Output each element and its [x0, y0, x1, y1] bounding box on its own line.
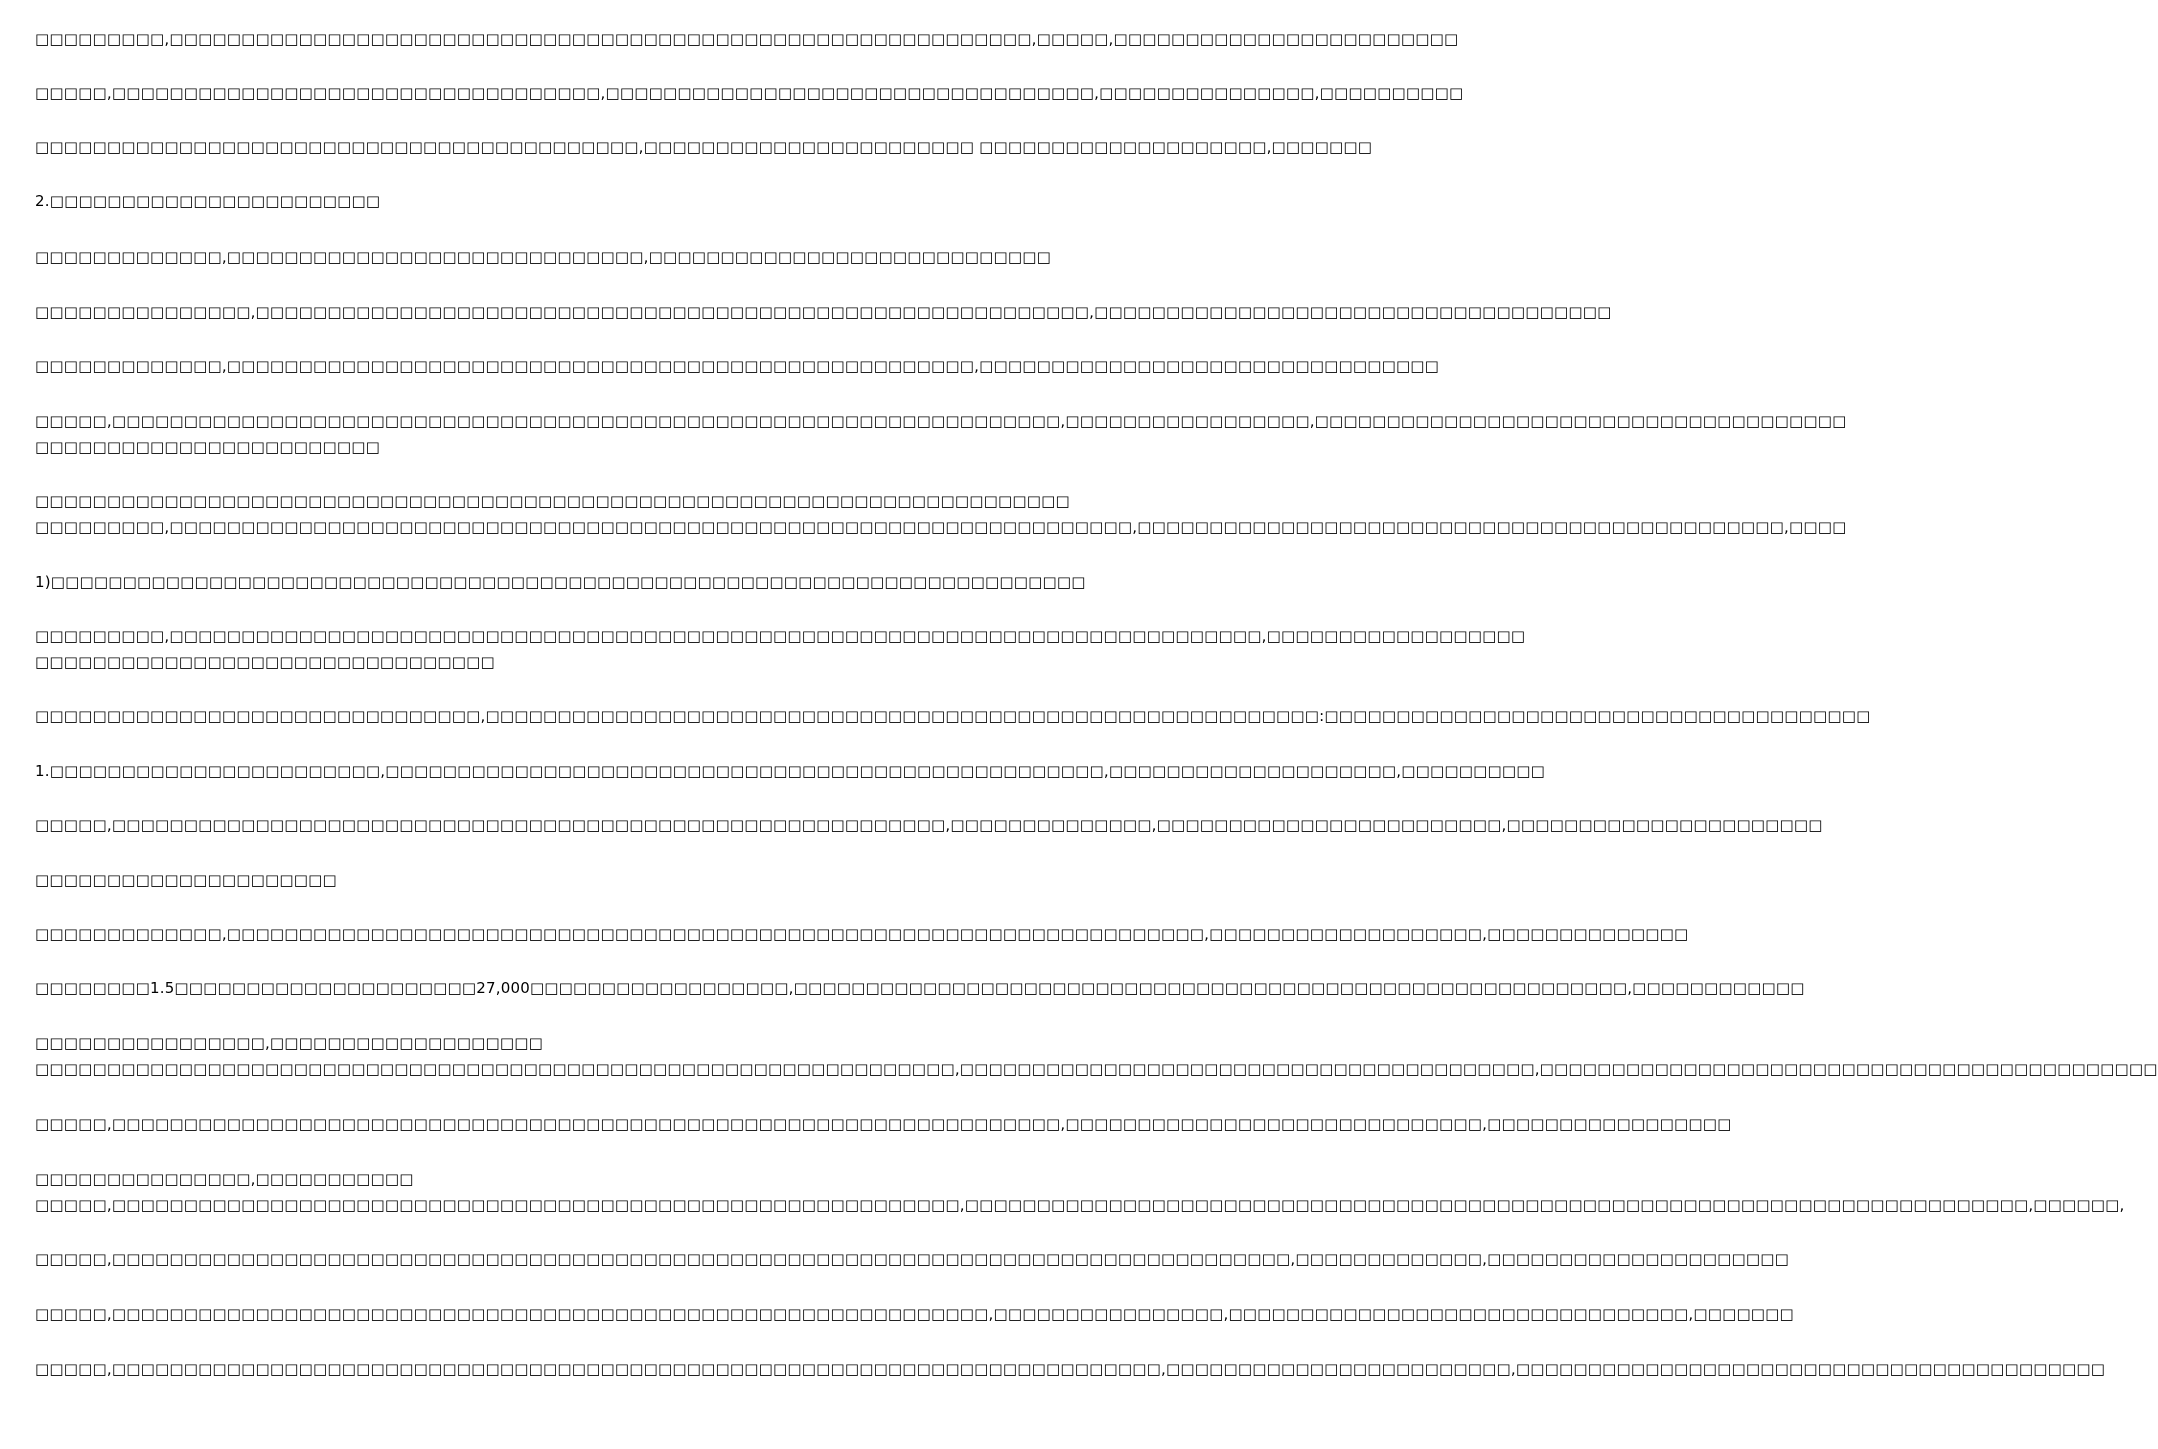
paragraph-15-line-1: □□□□□□□□□□□□□□□□□□□□□	[35, 871, 337, 889]
paragraph-1-line-1: □□□□□□□□□,□□□□□□□□□□□□□□□□□□□□□□□□□□□□□□□□□□□□□□□□□□□□□□□□□□□□□□□□□□□□,□□□□□,□□□□□□□□□□□□□□□□□□□□□□□□	[35, 30, 1459, 48]
paragraph-19-line-1: □□□□□,□□□□□□□□□□□□□□□□□□□□□□□□□□□□□□□□□□□□□□□□□□□□□□□□□□□□□□□□□□□□□□□□□□,□□□□□□□□□□□□□□□□□□□□□□□□□□□□□,□□□□□□□□□□□□□□□□□	[35, 1115, 1732, 1133]
paragraph-11-line-2: □□□□□□□□□□□□□□□□□□□□□□□□□□□□□□□□	[35, 653, 495, 671]
paragraph-2-line-1: □□□□□,□□□□□□□□□□□□□□□□□□□□□□□□□□□□□□□□□□,□□□□□□□□□□□□□□□□□□□□□□□□□□□□□□□□□□,□□□□□□□□□□□□□□□,□□□□□□□□□□	[35, 84, 1464, 102]
paragraph-18-line-1: □□□□□□□□□□□□□□□□,□□□□□□□□□□□□□□□□□□□	[35, 1034, 544, 1052]
paragraph-21-line-1: □□□□□,□□□□□□□□□□□□□□□□□□□□□□□□□□□□□□□□□□□□□□□□□□□□□□□□□□□□□□□□□□□□□□□□□□□□□□□□□□□□□□□□□□,□□□□□□□□□□□□□,□□□□□□□□□□□□□□□□□□□□□	[35, 1250, 1789, 1268]
paragraph-20-line-1: □□□□□□□□□□□□□□□,□□□□□□□□□□□	[35, 1170, 414, 1188]
document-page	[35, 0, 2158, 1449]
paragraph-23-line-1: □□□□□,□□□□□□□□□□□□□□□□□□□□□□□□□□□□□□□□□□□□□□□□□□□□□□□□□□□□□□□□□□□□□□□□□□□□□□□□□,□□□□□□□□□□□□□□□□□□□□□□□□,□□□□□□□□□□□□□□□□□□□□□□□□□□□□□□□□□□□□□□□□□	[35, 1360, 2106, 1378]
paragraph-11-line-1: □□□□□□□□□,□□□□□□□□□□□□□□□□□□□□□□□□□□□□□□□□□□□□□□□□□□□□□□□□□□□□□□□□□□□□□□□□□□□□□□□□□□□□,□□□□□□□□□□□□□□□□□□	[35, 627, 1526, 645]
paragraph-16-line-1: □□□□□□□□□□□□□,□□□□□□□□□□□□□□□□□□□□□□□□□□□□□□□□□□□□□□□□□□□□□□□□□□□□□□□□□□□□□□□□□□□□,□□□□□□□□□□□□□□□□□□□,□□□□□□□□□□□□□□	[35, 925, 1689, 943]
paragraph-6-line-1: □□□□□□□□□□□□□□□,□□□□□□□□□□□□□□□□□□□□□□□□□□□□□□□□□□□□□□□□□□□□□□□□□□□□□□□□□□,□□□□□□□□□□□□□□□□□□□□□□□□□□□□□□□□□□□□	[35, 303, 1612, 321]
paragraph-10-line-1: 1)□□□□□□□□□□□□□□□□□□□□□□□□□□□□□□□□□□□□□□□□□□□□□□□□□□□□□□□□□□□□□□□□□□□□□□□□	[35, 573, 1086, 591]
paragraph-18-line-2: □□□□□□□□□□□□□□□□□□□□□□□□□□□□□□□□□□□□□□□□□□□□□□□□□□□□□□□□□□□□□□□□,□□□□□□□□□□□□□□□□□□□□□□□□□□□□□□□□□□□□□□□□,□□□□□□□□□□□□□□□□□□□□□□□□□□□□□□□□□□□□□□□□□□□	[35, 1060, 2158, 1078]
paragraph-22-line-1: □□□□□,□□□□□□□□□□□□□□□□□□□□□□□□□□□□□□□□□□□□□□□□□□□□□□□□□□□□□□□□□□□□□,□□□□□□□□□□□□□□□□,□□□□□□□□□□□□□□□□□□□□□□□□□□□□□□□□,□□□□□□□	[35, 1305, 1794, 1323]
paragraph-13-line-1: 1.□□□□□□□□□□□□□□□□□□□□□□□,□□□□□□□□□□□□□□□□□□□□□□□□□□□□□□□□□□□□□□□□□□□□□□□□□□,□□□□□□□□□□□□□□□□□□□□,□□□□□□□□□□	[35, 762, 1545, 780]
paragraph-7-line-1: □□□□□□□□□□□□□,□□□□□□□□□□□□□□□□□□□□□□□□□□□□□□□□□□□□□□□□□□□□□□□□□□□□,□□□□□□□□□□□□□□□□□□□□□□□□□□□□□□□□	[35, 357, 1440, 375]
paragraph-20-line-2: □□□□□,□□□□□□□□□□□□□□□□□□□□□□□□□□□□□□□□□□□□□□□□□□□□□□□□□□□□□□□□□□□,□□□□□□□□□□□□□□□□□□□□□□□□□□□□□□□□□□□□□□□□□□□□□□□□□□□□□□□□□□□□□□□□□□□□□□□□□□,□□□□□□,	[35, 1196, 2125, 1214]
paragraph-14-line-1: □□□□□,□□□□□□□□□□□□□□□□□□□□□□□□□□□□□□□□□□□□□□□□□□□□□□□□□□□□□□□□□□,□□□□□□□□□□□□□□,□□□□□□□□□□□□□□□□□□□□□□□□,□□□□□□□□□□□□□□□□□□□□□□	[35, 816, 1823, 834]
paragraph-17-line-1: □□□□□□□□1.5□□□□□□□□□□□□□□□□□□□□□27,000□□□□□□□□□□□□□□□□□□,□□□□□□□□□□□□□□□□□□□□□□□□□□□□□□□□□□□□□□□□□□□□□□□□□□□□□□□□□□,□□□□□□□□□□□□	[35, 979, 1805, 997]
paragraph-12-line-1: □□□□□□□□□□□□□□□□□□□□□□□□□□□□□□□,□□□□□□□□□□□□□□□□□□□□□□□□□□□□□□□□□□□□□□□□□□□□□□□□□□□□□□□□□□:□□□□□□□□□□□□□□□□□□□□□□□□□□□□□□□□□□□□□□	[35, 707, 1871, 725]
paragraph-5-line-1: □□□□□□□□□□□□□,□□□□□□□□□□□□□□□□□□□□□□□□□□□□□,□□□□□□□□□□□□□□□□□□□□□□□□□□□□	[35, 248, 1052, 266]
paragraph-9-line-2: □□□□□□□□□,□□□□□□□□□□□□□□□□□□□□□□□□□□□□□□□□□□□□□□□□□□□□□□□□□□□□□□□□□□□□□□□□□□□,□□□□□□□□□□□□□□□□□□□□□□□□□□□□□□□□□□□□□□□□□□□□□,□□□□	[35, 518, 1847, 536]
paragraph-9-line-1: □□□□□□□□□□□□□□□□□□□□□□□□□□□□□□□□□□□□□□□□□□□□□□□□□□□□□□□□□□□□□□□□□□□□□□□□	[35, 492, 1070, 510]
paragraph-3-line-1: □□□□□□□□□□□□□□□□□□□□□□□□□□□□□□□□□□□□□□□□□□,□□□□□□□□□□□□□□□□□□□□□□□ □□□□□□□□□□□□□□□□□□□□,□□□□□□□	[35, 138, 1373, 156]
paragraph-8-line-2: □□□□□□□□□□□□□□□□□□□□□□□□	[35, 438, 380, 456]
paragraph-8-line-1: □□□□□,□□□□□□□□□□□□□□□□□□□□□□□□□□□□□□□□□□□□□□□□□□□□□□□□□□□□□□□□□□□□□□□□□□,□□□□□□□□□□□□□□□□□,□□□□□□□□□□□□□□□□□□□□□□□□□□□□□□□□□□□□□	[35, 412, 1847, 430]
paragraph-4-line-1: 2.□□□□□□□□□□□□□□□□□□□□□□□	[35, 192, 381, 210]
